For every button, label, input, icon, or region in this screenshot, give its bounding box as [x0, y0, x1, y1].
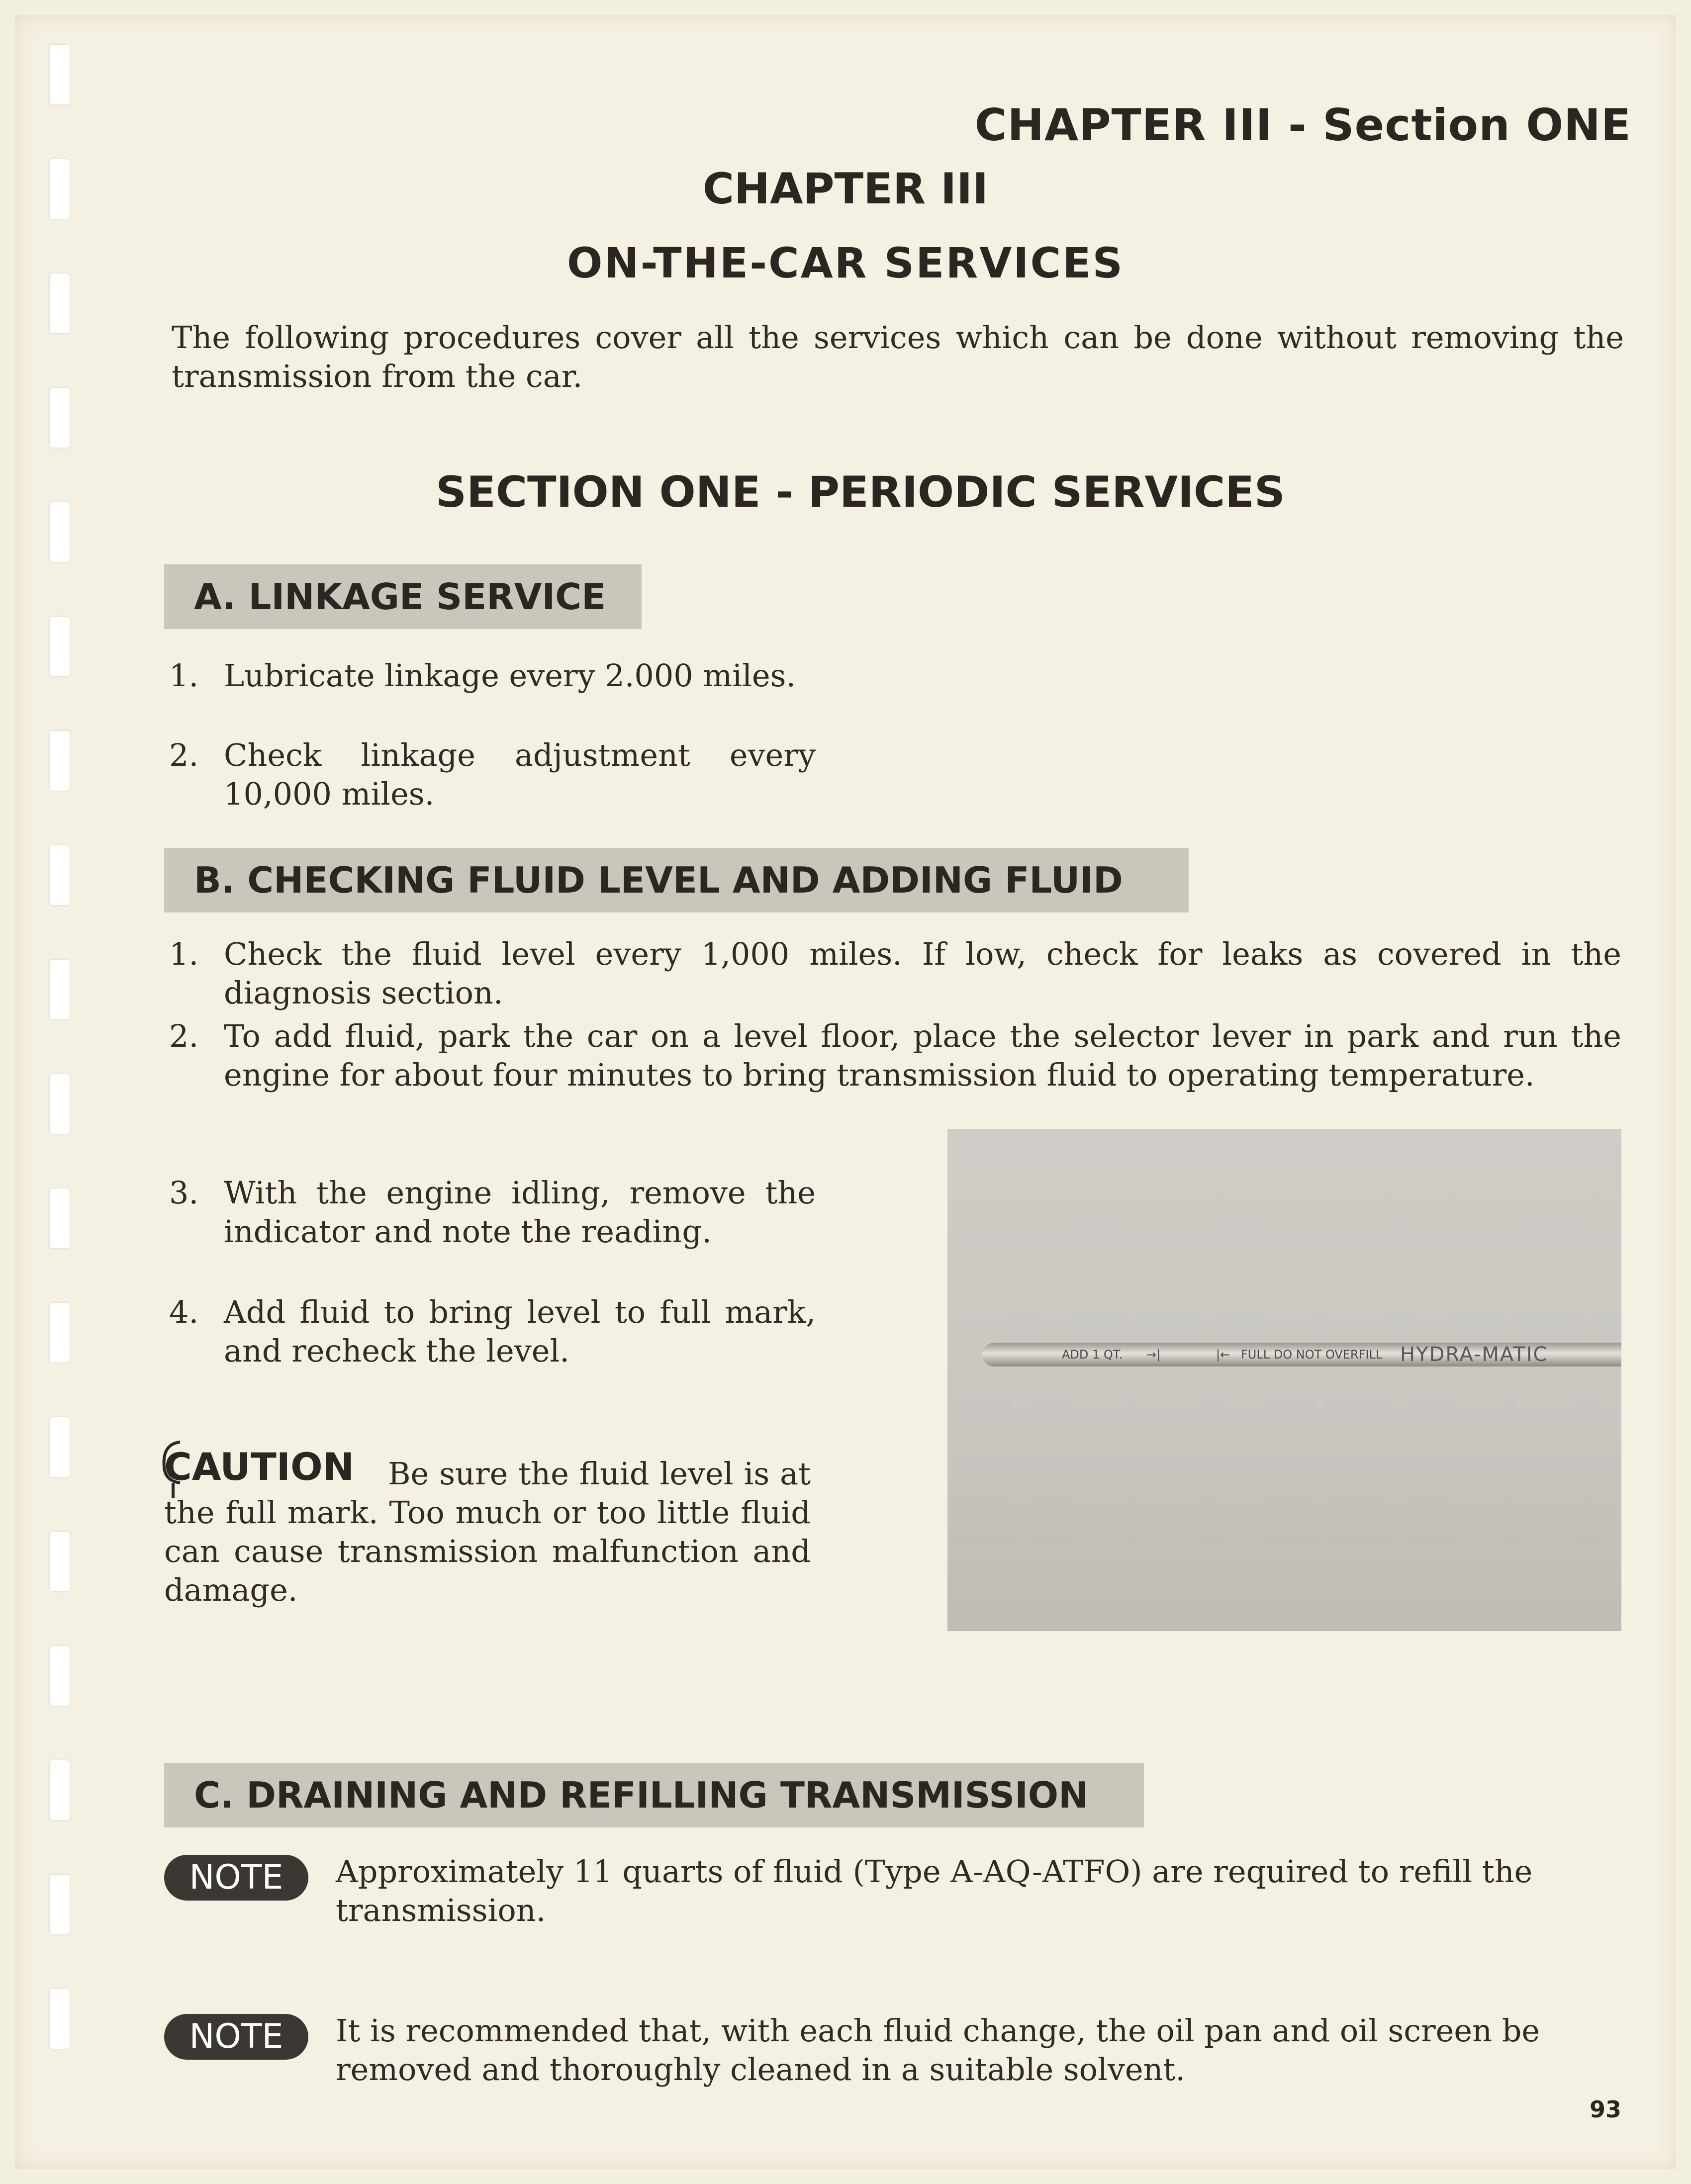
draining-heading: C. DRAINING AND REFILLING TRANSMISSION — [164, 1763, 1144, 1827]
list-item: 1. Lubricate linkage every 2.000 miles. — [169, 657, 796, 694]
list-item: 3. With the engine idling, remove the indicator and note the reading. — [169, 1175, 816, 1250]
note-text: Approximately 11 quarts of fluid (Type A-AQ-ATFO) are required to refill the transmission. — [336, 1853, 1533, 1928]
binder-hole — [50, 1646, 70, 1706]
binder-hole — [50, 1760, 70, 1820]
binder-hole — [50, 45, 70, 104]
list-item: 2. To add fluid, park the car on a level floor, place the selector lever in park and run the engine for about four minutes to bring transmission fluid to operating temperature. — [169, 1018, 1621, 1093]
note-badge: NOTE — [164, 1855, 308, 1901]
binder-hole — [50, 388, 70, 448]
page-number: 93 — [1589, 2096, 1621, 2123]
binder-hole — [50, 1188, 70, 1248]
chapter-subtitle: ON-THE-CAR SERVICES — [566, 239, 1124, 287]
running-header: CHAPTER III - Section ONE — [974, 99, 1631, 151]
linkage-heading: A. LINKAGE SERVICE — [164, 564, 642, 629]
intro-paragraph: The following procedures cover all the services which can be done without removing the transmission from the car. — [172, 319, 1624, 394]
section-title: SECTION ONE - PERIODIC SERVICES — [436, 467, 1285, 517]
binder-hole — [50, 1303, 70, 1363]
binder-hole — [50, 1989, 70, 2049]
binder-holes — [50, 45, 80, 2133]
binder-hole — [50, 1074, 70, 1134]
dipstick-photo — [947, 1129, 1621, 1631]
binder-hole — [50, 617, 70, 676]
fluid-level-heading: B. CHECKING FLUID LEVEL AND ADDING FLUID — [164, 848, 1189, 912]
binder-hole — [50, 960, 70, 1019]
dipstick-image: ADD 1 QT. →| |← FULL DO NOT OVERFILL HYDRA-MATIC — [982, 1343, 1621, 1366]
list-item: 1. Check the fluid level every 1,000 miles. If low, check for leaks as covered in the diagnosis section. — [169, 936, 1621, 1011]
caution-text: Be sure the fluid level is at the full mark. Too much or too little fluid can cause transmission malfunction and damage. — [164, 1456, 811, 1608]
list-item: 4. Add fluid to bring level to full mark, and recheck the level. — [169, 1294, 816, 1369]
note-text: It is recommended that, with each fluid change, the oil pan and oil screen be removed and thoroughly cleaned in a suitable solvent. — [336, 2012, 1540, 2088]
binder-hole — [50, 845, 70, 905]
binder-hole — [50, 1875, 70, 1934]
binder-hole — [50, 1417, 70, 1477]
caution-label: CAUTION — [164, 1445, 355, 1489]
list-item: 2. Check linkage adjustment every 10,000 miles. — [169, 737, 816, 812]
binder-hole — [50, 1532, 70, 1591]
binder-hole — [50, 731, 70, 791]
note-badge: NOTE — [164, 2014, 308, 2060]
chapter-title: CHAPTER III — [702, 164, 989, 214]
